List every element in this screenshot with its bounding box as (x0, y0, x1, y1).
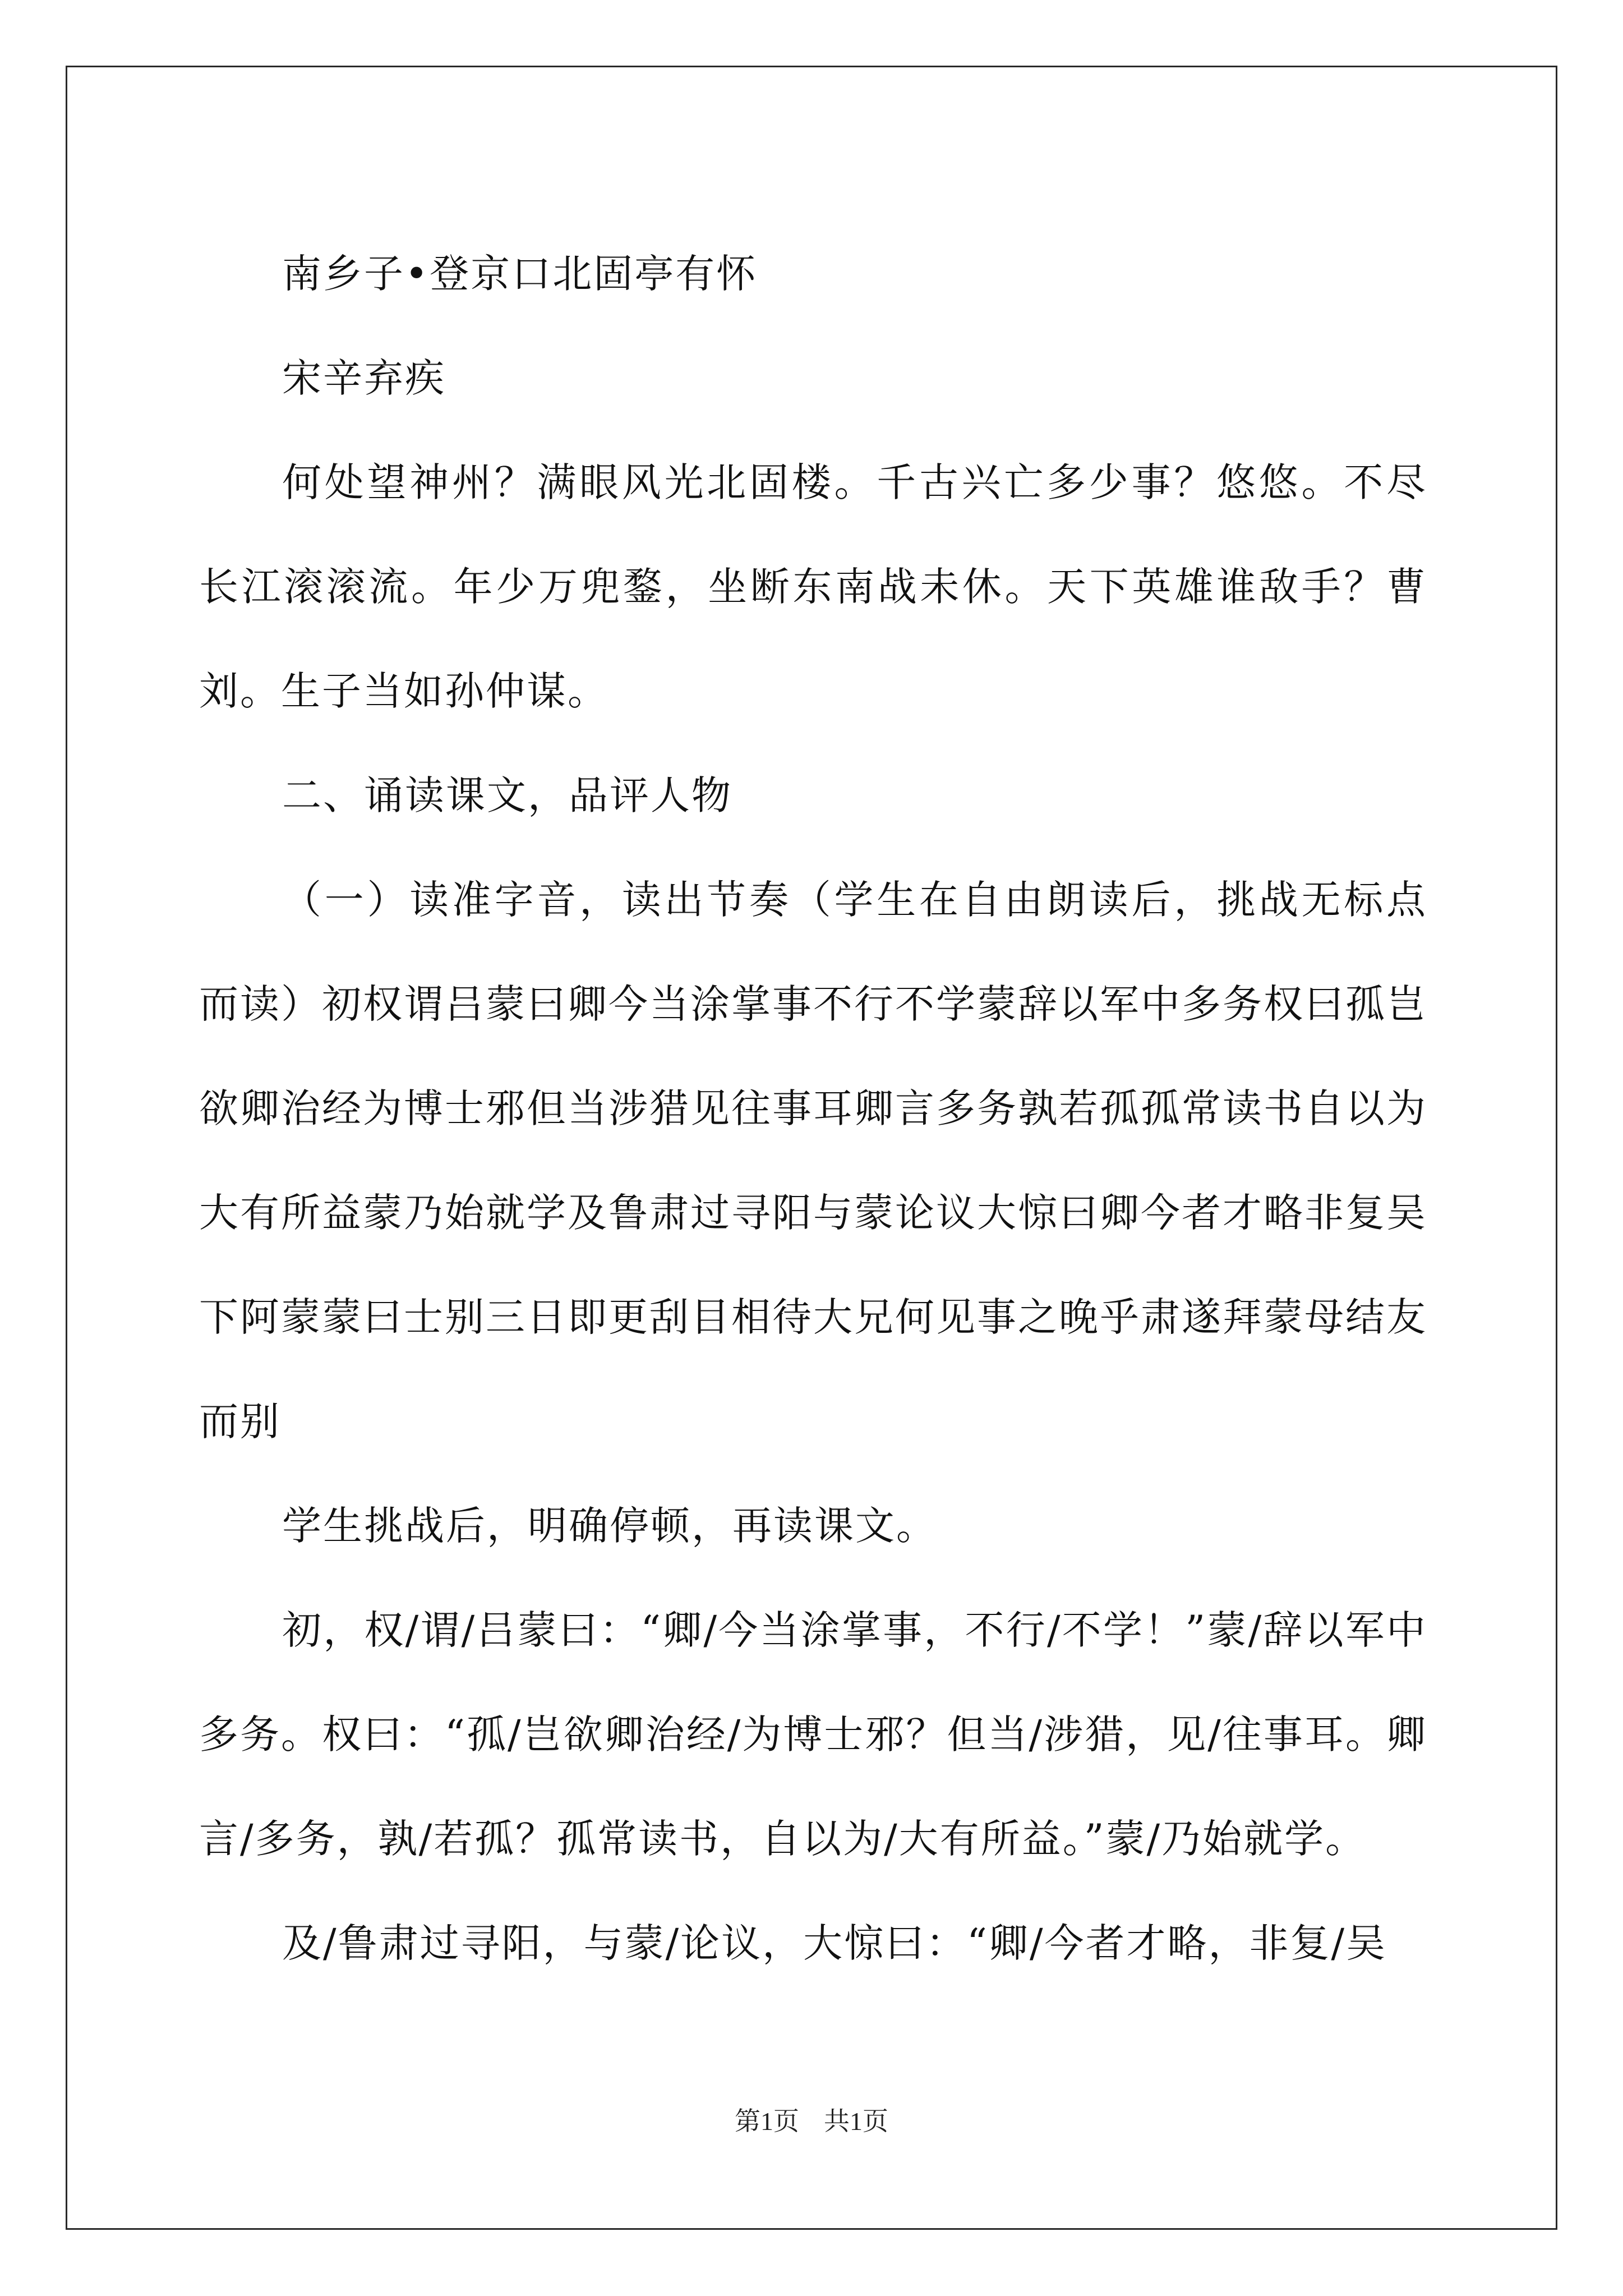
poem-title: 南乡子•登京口北固亭有怀 (282, 251, 758, 297)
page-footer (0, 2101, 1623, 2138)
unpunctuated-passage: （一）读准字音，读出节奏（学生在自由朗读后，挑战无标点而读）初权谓吕蒙曰卿今当涂掌事不行不学蒙辞以军中多务权曰孤岂欲卿治经为博士邪但当涉猎见往事耳卿言多务孰若孤孤常读书自以为大有所益蒙乃始就学及鲁肃过寻阳与蒙论议大惊曰卿今者才略非复吴下阿蒙蒙曰士别三日即更刮目相待大兄何见事之晚乎肃遂拜蒙母结友而别 (199, 877, 1427, 1444)
page-number: 第1页 (735, 2107, 799, 2136)
pause-marked-passage-1: 初，权/谓/吕蒙曰：“卿/今当涂掌事，不行/不学！”蒙/辞以军中多务。权曰：“孤/岂欲卿治经/为博士邪？但当/涉猎，见/往事耳。卿言/多务，孰/若孤？孤常读书，自以为/大有所益。”蒙/乃始就学。 (199, 1607, 1427, 1862)
page-total: 共1页 (824, 2107, 888, 2136)
poem-text: 何处望神州？满眼风光北固楼。千古兴亡多少事？悠悠。不尽长江滚滚流。年少万兜鍪，坐断东南战未休。天下英雄谁敌手？曹刘。生子当如孙仲谋。 (199, 459, 1427, 714)
section-heading: 二、诵读课文，品评人物 (282, 772, 732, 818)
poem-author: 宋辛弃疾 (282, 355, 446, 401)
document-body (199, 222, 1427, 1995)
instruction-paragraph: 学生挑战后，明确停顿，再读课文。 (282, 1503, 937, 1549)
pause-marked-passage-2: 及/鲁肃过寻阳，与蒙/论议，大惊曰：“卿/今者才略，非复/吴 (282, 1920, 1387, 1966)
